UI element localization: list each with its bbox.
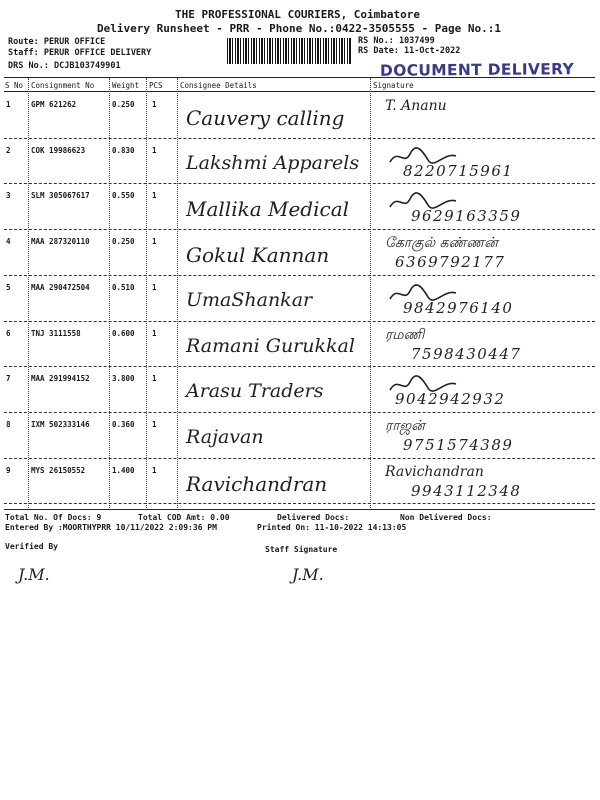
total-docs: Total No. Of Docs: 9 <box>5 513 102 522</box>
row-consignment-no: MAA 290472504 <box>31 282 90 292</box>
row-signature-phone: 9842976140 <box>403 298 514 317</box>
company-title: THE PROFESSIONAL COURIERS, Coimbatore <box>175 8 421 21</box>
row-consignment-no: COK 19986623 <box>31 145 86 155</box>
row-consignee-handwritten: Ravichandran <box>186 471 328 496</box>
row-consignee-handwritten: Rajavan <box>186 425 264 448</box>
col-header-weight: Weight <box>112 81 140 90</box>
row-consignment-no: MYS 26150552 <box>31 465 86 475</box>
row-separator <box>4 138 595 139</box>
drs-number: DRS No.: DCJB103749901 <box>8 61 121 71</box>
row-sno: 5 <box>6 282 11 292</box>
row-pcs: 1 <box>152 100 157 109</box>
row-pcs: 1 <box>152 419 157 429</box>
row-consignment-no: TNJ 3111558 <box>31 328 81 338</box>
col-divider <box>28 78 29 508</box>
col-header-sno: S No <box>5 81 24 90</box>
row-signature-phone: 9943112348 <box>411 481 522 500</box>
row-consignment-no: GPM 621262 <box>31 100 77 109</box>
row-sno: 8 <box>6 419 11 429</box>
row-weight: 0.830 <box>112 145 135 155</box>
row-weight: 0.510 <box>112 282 135 292</box>
row-weight: 0.250 <box>112 237 135 247</box>
row-signature-phone: 7598430447 <box>411 344 522 363</box>
row-separator <box>4 183 595 184</box>
row-consignee-handwritten: Lakshmi Apparels <box>186 151 360 174</box>
table-header-rule <box>4 91 595 92</box>
entered-by: Entered By :MOORTHYPRR 10/11/2022 2:09:36 PM <box>5 523 217 532</box>
row-sno: 9 <box>6 465 11 475</box>
col-header-pcs: PCS <box>149 81 163 90</box>
row-signature-phone: 9751574389 <box>403 435 514 454</box>
col-divider <box>109 78 110 508</box>
row-consignee-handwritten: Ramani Gurukkal <box>186 334 355 357</box>
row-separator <box>4 366 595 367</box>
row-consignee-handwritten: Mallika Medical <box>186 197 350 222</box>
verified-by-label: Verified By <box>5 542 58 551</box>
row-weight: 0.550 <box>112 191 135 201</box>
row-consignment-no: MAA 291994152 <box>31 374 90 384</box>
staff-signature-label: Staff Signature <box>265 545 338 554</box>
total-cod: Total COD Amt: 0.00 <box>138 513 230 522</box>
document-delivery-stamp: DOCUMENT DELIVERY <box>379 60 575 80</box>
row-pcs: 1 <box>152 145 157 155</box>
row-signature-phone: 6369792177 <box>395 253 506 272</box>
row-sno: 7 <box>6 374 11 384</box>
non-delivered-docs: Non Delivered Docs: <box>400 513 492 522</box>
printed-on: Printed On: 11-10-2022 14:13:05 <box>257 523 407 532</box>
row-pcs: 1 <box>152 237 157 247</box>
barcode-image <box>227 38 351 64</box>
col-divider <box>146 78 147 508</box>
col-header-signature: Signature <box>373 81 414 90</box>
row-sno: 3 <box>6 191 11 201</box>
staff-label: Staff: PERUR OFFICE DELIVERY <box>8 48 152 58</box>
row-signature-name: T. Ananu <box>385 98 447 114</box>
row-consignee-handwritten: Gokul Kannan <box>186 243 330 268</box>
row-consignee-handwritten: Cauvery calling <box>186 106 345 130</box>
row-signature-name: கோகுல் கண்ணன் <box>385 235 498 252</box>
row-signature-phone: 9629163359 <box>411 207 522 226</box>
col-divider <box>370 78 371 508</box>
row-weight: 3.800 <box>112 374 135 384</box>
row-signature-name: Ravichandran <box>385 463 484 480</box>
row-signature-name: ராஜன் <box>385 417 425 434</box>
row-pcs: 1 <box>152 191 157 201</box>
row-sno: 1 <box>6 100 11 109</box>
row-signature-phone: 9042942932 <box>395 390 506 409</box>
route-label: Route: PERUR OFFICE <box>8 37 106 47</box>
row-signature-phone: 8220715961 <box>403 161 514 180</box>
row-consignment-no: MAA 287320110 <box>31 237 90 247</box>
delivered-docs: Delivered Docs: <box>277 513 350 522</box>
row-consignee-handwritten: UmaShankar <box>186 288 313 311</box>
rs-date: RS Date: 11-Oct-2022 <box>358 46 461 56</box>
col-header-consignee: Consignee Details <box>180 81 257 90</box>
row-pcs: 1 <box>152 282 157 292</box>
row-separator <box>4 458 595 459</box>
table-bottom-rule <box>4 509 595 510</box>
staff-initials: J.M. <box>292 565 324 584</box>
row-weight: 1.400 <box>112 465 135 475</box>
verified-initials: J.M. <box>18 565 50 584</box>
row-sno: 4 <box>6 237 11 247</box>
row-weight: 0.360 <box>112 419 135 429</box>
row-weight: 0.250 <box>112 100 135 109</box>
row-weight: 0.600 <box>112 328 135 338</box>
col-header-consignment: Consignment No <box>31 81 95 90</box>
row-sno: 6 <box>6 328 11 338</box>
row-consignment-no: IXM 502333146 <box>31 419 90 429</box>
row-separator <box>4 503 595 504</box>
row-separator <box>4 321 595 322</box>
row-separator <box>4 275 595 276</box>
rs-number: RS No.: 1037499 <box>358 36 435 46</box>
row-consignment-no: SLM 305067617 <box>31 191 90 201</box>
row-separator <box>4 229 595 230</box>
row-separator <box>4 412 595 413</box>
runsheet-subtitle: Delivery Runsheet - PRR - Phone No.:0422-3505555 - Page No.:1 <box>97 22 501 35</box>
table-top-rule <box>4 77 595 78</box>
row-pcs: 1 <box>152 465 157 475</box>
row-pcs: 1 <box>152 374 157 384</box>
row-signature-name: ரமணி <box>385 326 425 343</box>
col-divider <box>177 78 178 508</box>
row-sno: 2 <box>6 145 11 155</box>
row-pcs: 1 <box>152 328 157 338</box>
row-consignee-handwritten: Arasu Traders <box>186 380 324 403</box>
